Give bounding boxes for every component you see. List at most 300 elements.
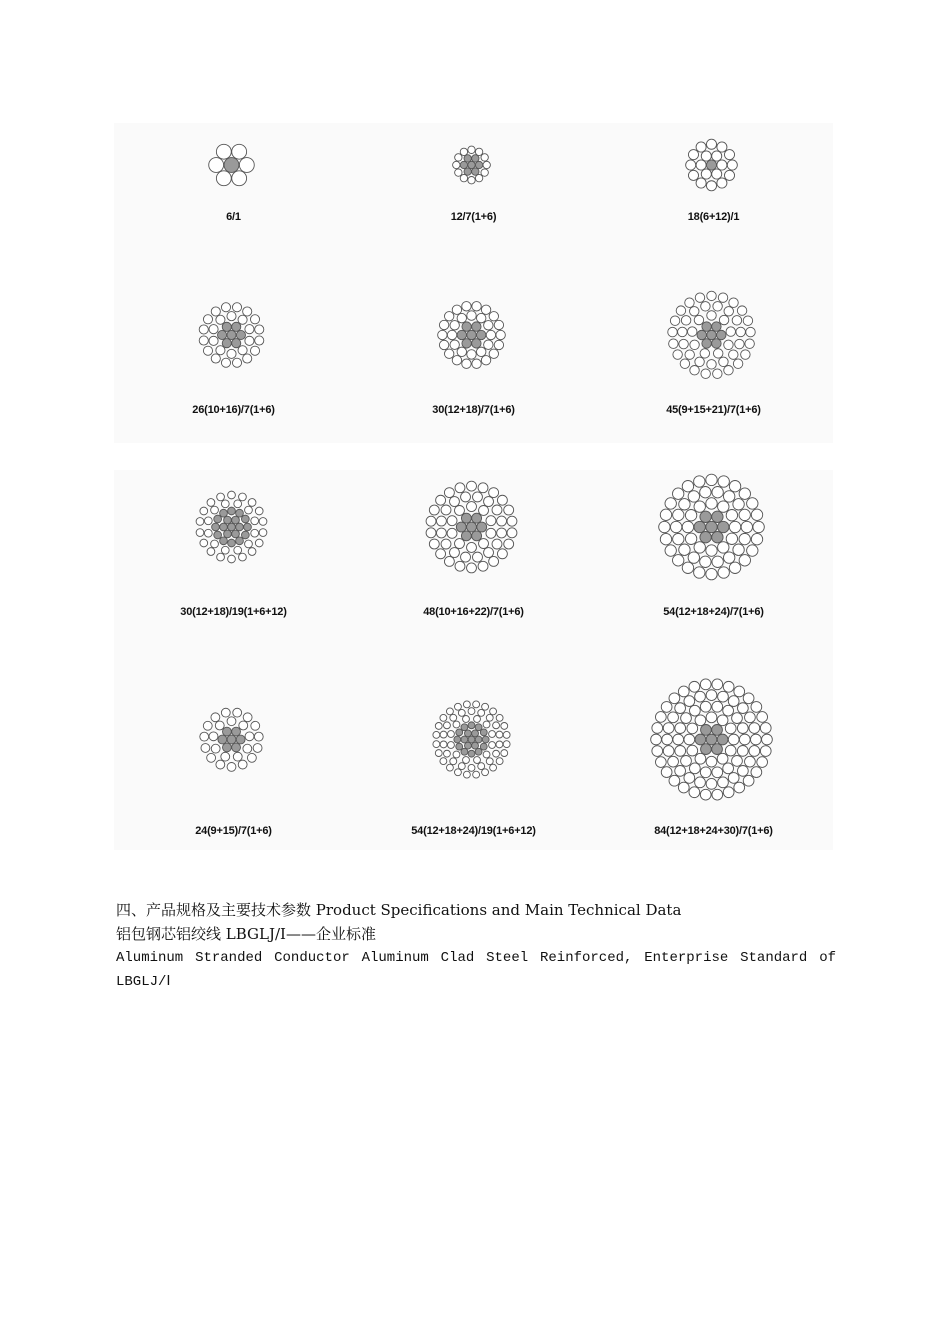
steel-wire (706, 160, 716, 170)
steel-wire (701, 725, 712, 736)
aluminum-wire (216, 346, 225, 355)
aluminum-wire (463, 771, 470, 778)
steel-wire (712, 322, 721, 331)
aluminum-wire (441, 505, 451, 515)
aluminum-wire (239, 158, 254, 173)
steel-wire (462, 322, 471, 331)
figure-caption: 45(9+15+21)/7(1+6) (666, 404, 761, 416)
steel-wire (456, 729, 463, 736)
steel-wire (467, 330, 476, 339)
steel-wire (465, 730, 472, 737)
aluminum-wire (468, 146, 475, 153)
steel-wire (712, 339, 721, 348)
aluminum-wire (695, 293, 704, 302)
aluminum-wire (228, 491, 236, 499)
aluminum-wire (718, 501, 729, 512)
aluminum-wire (486, 528, 496, 538)
steel-wire (218, 735, 227, 744)
steel-wire (480, 743, 487, 750)
aluminum-wire (718, 567, 729, 578)
aluminum-wire (739, 488, 750, 499)
cross-section-diagram (114, 675, 353, 820)
steel-wire (472, 339, 481, 348)
aluminum-wire (729, 480, 740, 491)
aluminum-wire (234, 546, 242, 554)
aluminum-wire (717, 142, 727, 152)
aluminum-wire (467, 502, 477, 512)
aluminum-wire (713, 349, 722, 358)
aluminum-wire (248, 499, 256, 507)
aluminum-wire (426, 528, 436, 538)
aluminum-wire (746, 327, 755, 336)
aluminum-wire (455, 506, 465, 516)
aluminum-wire (659, 521, 670, 532)
aluminum-wire (706, 690, 717, 701)
aluminum-wire (227, 312, 236, 321)
steel-wire (472, 322, 481, 331)
cable-figure (354, 470, 593, 630)
steel-wire (241, 531, 249, 539)
aluminum-wire (474, 757, 481, 764)
aluminum-wire (700, 701, 711, 712)
aluminum-wire (712, 556, 723, 567)
aluminum-wire (460, 148, 467, 155)
aluminum-wire (255, 336, 264, 345)
steel-wire (461, 724, 468, 731)
aluminum-wire (503, 731, 510, 738)
aluminum-wire (706, 756, 717, 767)
aluminum-wire (706, 778, 717, 789)
aluminum-wire (238, 315, 247, 324)
aluminum-wire (484, 548, 494, 558)
steel-wire (461, 513, 471, 523)
aluminum-wire (724, 366, 733, 375)
steel-wire (468, 722, 475, 729)
steel-wire (227, 330, 236, 339)
steel-wire (212, 523, 220, 531)
aluminum-wire (743, 775, 754, 786)
aluminum-wire (750, 734, 761, 745)
aluminum-wire (211, 354, 220, 363)
aluminum-wire (737, 703, 748, 714)
aluminum-wire (228, 555, 236, 563)
aluminum-wire (444, 722, 451, 729)
steel-wire (220, 509, 228, 517)
aluminum-wire (199, 336, 208, 345)
cross-section-diagram (114, 288, 353, 398)
aluminum-wire (461, 492, 471, 502)
aluminum-wire (679, 339, 688, 348)
aluminum-wire (450, 497, 460, 507)
aluminum-wire (232, 144, 247, 159)
aluminum-wire (447, 330, 456, 339)
steel-wire (475, 161, 482, 168)
aluminum-wire (706, 712, 717, 723)
aluminum-wire (211, 506, 219, 514)
cable-figure (594, 675, 833, 845)
aluminum-wire (736, 327, 745, 336)
aluminum-wire (739, 734, 750, 745)
aluminum-wire (232, 303, 241, 312)
figure-caption: 54(12+18+24)/7(1+6) (663, 606, 764, 618)
figure-panel-top (114, 123, 833, 443)
aluminum-wire (687, 723, 698, 734)
aluminum-wire (482, 769, 489, 776)
aluminum-wire (233, 752, 242, 761)
aluminum-wire (478, 763, 485, 770)
steel-wire (702, 322, 711, 331)
aluminum-wire (440, 758, 447, 765)
aluminum-wire (452, 305, 461, 314)
aluminum-wire (429, 505, 439, 515)
cable-figure (114, 675, 353, 845)
aluminum-wire (200, 539, 208, 547)
aluminum-wire (207, 753, 216, 762)
aluminum-wire (259, 518, 267, 526)
aluminum-wire (696, 142, 706, 152)
cable-figure (594, 123, 833, 238)
aluminum-wire (670, 521, 681, 532)
aluminum-wire (489, 488, 499, 498)
aluminum-wire (482, 703, 489, 710)
steel-wire (712, 744, 723, 755)
aluminum-wire (661, 767, 672, 778)
aluminum-wire (474, 716, 481, 723)
aluminum-wire (468, 708, 475, 715)
aluminum-wire (719, 357, 728, 366)
aluminum-wire (444, 488, 454, 498)
aluminum-wire (467, 481, 477, 491)
aluminum-wire (669, 775, 680, 786)
aluminum-wire (695, 691, 706, 702)
steel-wire (224, 158, 239, 173)
steel-wire (223, 727, 232, 736)
aluminum-wire (453, 751, 460, 758)
aluminum-wire (681, 713, 692, 724)
steel-wire (460, 161, 467, 168)
steel-wire (461, 531, 471, 541)
aluminum-wire (678, 686, 689, 697)
figure-caption: 54(12+18+24)/19(1+6+12) (411, 825, 536, 837)
aluminum-wire (435, 722, 442, 729)
steel-wire (223, 743, 232, 752)
aluminum-wire (726, 510, 737, 521)
aluminum-wire (216, 171, 231, 186)
steel-wire (236, 509, 244, 517)
aluminum-wire (700, 349, 709, 358)
aluminum-wire (668, 756, 679, 767)
aluminum-wire (725, 723, 736, 734)
aluminum-wire (450, 340, 459, 349)
aluminum-wire (457, 313, 466, 322)
steel-wire (232, 727, 241, 736)
aluminum-wire (723, 705, 734, 716)
aluminum-wire (741, 521, 752, 532)
aluminum-wire (507, 516, 517, 526)
aluminum-wire (675, 703, 686, 714)
steel-wire (241, 515, 249, 523)
steel-wire (236, 523, 244, 531)
aluminum-wire (696, 160, 706, 170)
aluminum-wire (737, 765, 748, 776)
aluminum-wire (737, 306, 746, 315)
aluminum-wire (245, 732, 254, 741)
aluminum-wire (496, 330, 505, 339)
aluminum-wire (439, 340, 448, 349)
figure-caption: 12/7(1+6) (450, 211, 497, 223)
aluminum-wire (661, 702, 672, 713)
aluminum-wire (717, 178, 727, 188)
aluminum-wire (660, 533, 671, 544)
aluminum-wire (245, 506, 253, 514)
aluminum-wire (739, 555, 750, 566)
cross-section-diagram (114, 470, 353, 600)
aluminum-wire (675, 723, 686, 734)
aluminum-wire (221, 752, 230, 761)
aluminum-wire (676, 306, 685, 315)
aluminum-wire (737, 723, 748, 734)
cross-section-diagram (594, 470, 833, 600)
steel-wire (465, 742, 472, 749)
steel-wire (454, 736, 461, 743)
aluminum-wire (227, 763, 236, 772)
aluminum-wire (211, 307, 220, 316)
cross-section-diagram (354, 288, 593, 398)
cable-figure (114, 123, 353, 238)
aluminum-wire (201, 744, 210, 753)
aluminum-wire (435, 750, 442, 757)
aluminum-wire (749, 723, 760, 734)
aluminum-wire (688, 552, 699, 563)
aluminum-wire (694, 542, 705, 553)
aluminum-wire (497, 549, 507, 559)
aluminum-wire (479, 506, 489, 516)
aluminum-wire (700, 556, 711, 567)
aluminum-wire (217, 493, 225, 501)
aluminum-wire (486, 758, 493, 765)
aluminum-wire (255, 507, 263, 515)
aluminum-wire (453, 721, 460, 728)
aluminum-wire (473, 771, 480, 778)
steel-wire (712, 531, 723, 542)
steel-wire (456, 743, 463, 750)
aluminum-wire (259, 529, 267, 537)
aluminum-wire (733, 499, 744, 510)
aluminum-wire (248, 548, 256, 556)
aluminum-wire (243, 713, 252, 722)
aluminum-wire (497, 495, 507, 505)
aluminum-wire (718, 777, 729, 788)
figure-caption: 26(10+16)/7(1+6) (192, 404, 275, 416)
aluminum-wire (669, 693, 680, 704)
aluminum-wire (227, 717, 236, 726)
aluminum-wire (747, 545, 758, 556)
aluminum-wire (707, 291, 716, 300)
steel-wire (695, 734, 706, 745)
aluminum-wire (673, 533, 684, 544)
figure-caption: 24(9+15)/7(1+6) (195, 825, 272, 837)
aluminum-wire (712, 151, 722, 161)
aluminum-wire (712, 789, 723, 800)
section-subheading: 铝包钢芯铝绞线 LBGLJ/Ⅰ——企业标准 (116, 925, 376, 943)
aluminum-wire (701, 302, 710, 311)
aluminum-wire (496, 714, 503, 721)
aluminum-wire (760, 723, 771, 734)
cross-section-diagram (594, 123, 833, 223)
aluminum-wire (504, 505, 514, 515)
aluminum-wire (444, 750, 451, 757)
aluminum-wire (467, 350, 476, 359)
aluminum-wire (472, 359, 481, 368)
aluminum-wire (204, 529, 212, 537)
steel-wire (461, 748, 468, 755)
aluminum-wire (685, 298, 694, 307)
steel-wire (462, 339, 471, 348)
cable-figure (594, 288, 833, 418)
cross-section-diagram (114, 123, 353, 223)
aluminum-wire (745, 712, 756, 723)
aluminum-wire (232, 171, 247, 186)
aluminum-wire (207, 548, 215, 556)
aluminum-wire (701, 369, 710, 378)
steel-wire (236, 735, 245, 744)
aluminum-wire (723, 763, 734, 774)
aluminum-wire (436, 528, 446, 538)
aluminum-wire (458, 763, 465, 770)
aluminum-wire (694, 315, 703, 324)
steel-wire (236, 330, 245, 339)
aluminum-wire (440, 714, 447, 721)
aluminum-wire (707, 360, 716, 369)
aluminum-wire (737, 746, 748, 757)
aluminum-wire (204, 517, 212, 525)
aluminum-wire (673, 734, 684, 745)
steel-wire (236, 537, 244, 545)
steel-wire (477, 522, 487, 532)
aluminum-wire (718, 476, 729, 487)
aluminum-wire (719, 315, 728, 324)
aluminum-wire (726, 327, 735, 336)
aluminum-wire (728, 773, 739, 784)
aluminum-wire (757, 757, 768, 768)
steel-wire (467, 522, 477, 532)
aluminum-wire (489, 312, 498, 321)
aluminum-wire (655, 712, 666, 723)
aluminum-wire (727, 160, 737, 170)
aluminum-wire (665, 498, 676, 509)
aluminum-wire (690, 366, 699, 375)
aluminum-wire (687, 745, 698, 756)
aluminum-wire (501, 750, 508, 757)
aluminum-wire (503, 741, 510, 748)
aluminum-wire (211, 713, 220, 722)
aluminum-wire (751, 702, 762, 713)
aluminum-wire (462, 302, 471, 311)
aluminum-wire (484, 340, 493, 349)
steel-wire (475, 748, 482, 755)
aluminum-wire (712, 701, 723, 712)
aluminum-wire (447, 516, 457, 526)
aluminum-wire (251, 517, 259, 525)
aluminum-wire (690, 340, 699, 349)
aluminum-wire (211, 540, 219, 548)
aluminum-wire (729, 521, 740, 532)
aluminum-wire (446, 764, 453, 771)
aluminum-wire (429, 539, 439, 549)
aluminum-wire (724, 307, 733, 316)
aluminum-wire (439, 320, 448, 329)
aluminum-wire (669, 339, 678, 348)
aluminum-wire (448, 731, 455, 738)
aluminum-wire (685, 350, 694, 359)
aluminum-wire (706, 498, 717, 509)
aluminum-wire (690, 307, 699, 316)
steel-wire (224, 530, 232, 538)
steel-wire (717, 330, 726, 339)
aluminum-wire (688, 150, 698, 160)
aluminum-wire (751, 509, 762, 520)
steel-wire (220, 537, 228, 545)
aluminum-wire (729, 298, 738, 307)
aluminum-wire (489, 742, 496, 749)
figure-caption: 84(12+18+24+30)/7(1+6) (654, 825, 773, 837)
aluminum-wire (450, 321, 459, 330)
aluminum-wire (733, 359, 742, 368)
aluminum-wire (196, 529, 204, 537)
steel-wire (480, 729, 487, 736)
aluminum-wire (743, 316, 752, 325)
aluminum-wire (209, 336, 218, 345)
aluminum-wire (433, 741, 440, 748)
aluminum-wire (712, 679, 723, 690)
aluminum-wire (489, 731, 496, 738)
cable-figure (354, 123, 593, 238)
aluminum-wire (741, 350, 750, 359)
steel-wire (214, 515, 222, 523)
aluminum-wire (718, 691, 729, 702)
aluminum-wire (247, 753, 256, 762)
aluminum-wire (712, 767, 723, 778)
aluminum-wire (717, 753, 728, 764)
aluminum-wire (216, 315, 225, 324)
aluminum-wire (751, 533, 762, 544)
aluminum-wire (655, 757, 666, 768)
aluminum-wire (734, 686, 745, 697)
aluminum-wire (694, 476, 705, 487)
steel-wire (244, 523, 252, 531)
aluminum-wire (682, 521, 693, 532)
aluminum-wire (473, 552, 483, 562)
aluminum-wire (455, 561, 465, 571)
cross-section-diagram (354, 675, 593, 820)
aluminum-wire (689, 705, 700, 716)
aluminum-wire (250, 346, 259, 355)
aluminum-wire (494, 320, 503, 329)
steel-wire (697, 330, 706, 339)
aluminum-wire (739, 533, 750, 544)
cross-section-diagram (354, 470, 593, 600)
cable-figure (114, 288, 353, 418)
aluminum-wire (762, 734, 773, 745)
steel-wire (228, 507, 236, 515)
steel-wire (468, 750, 475, 757)
aluminum-wire (689, 787, 700, 798)
aluminum-wire (444, 349, 453, 358)
aluminum-wire (243, 744, 252, 753)
aluminum-wire (685, 510, 696, 521)
aluminum-wire (461, 552, 471, 562)
aluminum-wire (221, 546, 229, 554)
